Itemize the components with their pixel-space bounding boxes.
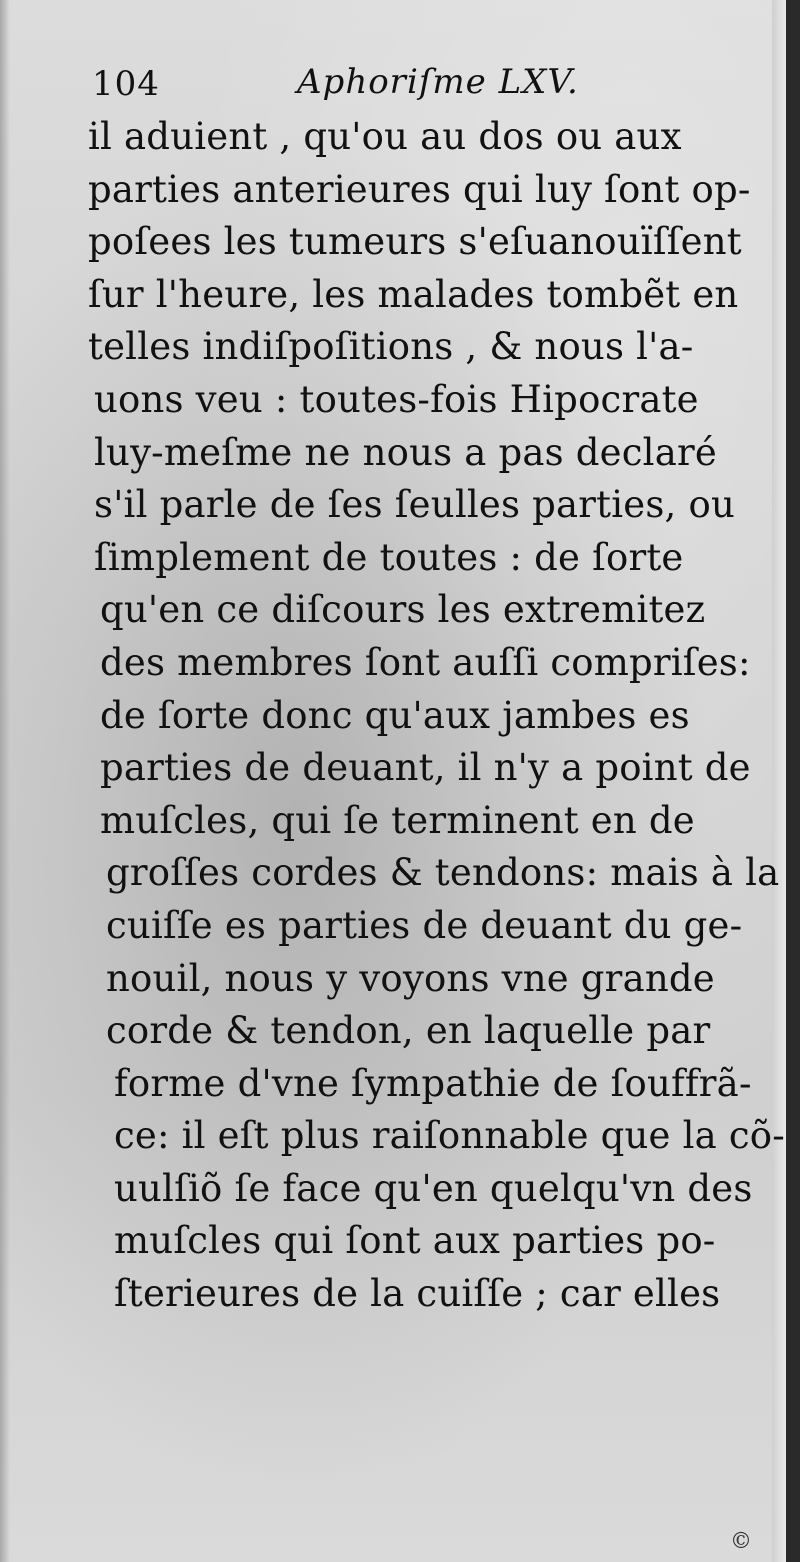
text-line: des membres ſont auſſi compriſes: xyxy=(100,640,751,684)
text-line: uulſiõ ſe face qu'en quelqu'vn des xyxy=(114,1166,753,1210)
text-line: ſur l'heure, les malades tombẽt en xyxy=(88,272,739,316)
text-line: s'il parle de ſes ſeulles parties, ou xyxy=(94,483,735,527)
text-line: muſcles, qui ſe terminent en de xyxy=(100,798,695,842)
text-line: corde & tendon, en laquelle par xyxy=(106,1009,711,1053)
text-line: ſimplement de toutes : de ſorte xyxy=(94,535,684,579)
text-line: ce: il eſt plus raiſonnable que la cõ- xyxy=(114,1114,785,1158)
text-line: luy-meſme ne nous a pas declaré xyxy=(94,430,717,474)
text-line: uons veu : toutes-fois Hipocrate xyxy=(94,377,699,421)
text-line: nouil, nous y voyons vne grande xyxy=(106,956,715,1000)
text-line: parties anterieures qui luy ſont op- xyxy=(88,167,751,211)
text-line: parties de deuant, il n'y a point de xyxy=(100,746,751,790)
corner-mark: © xyxy=(730,1529,752,1554)
text-line: telles indiſpoſitions , & nous l'a- xyxy=(88,325,694,369)
body-text xyxy=(88,111,785,1321)
text-line: forme d'vne ſympathie de ſouffrã- xyxy=(114,1061,752,1105)
text-line: qu'en ce diſcours les extremitez xyxy=(100,588,706,632)
text-line: poſees les tumeurs s'eſuanouïſſent xyxy=(88,220,742,264)
text-line: de ſorte donc qu'aux jambes es xyxy=(100,693,690,737)
text-line: groſſes cordes & tendons: mais à la xyxy=(106,851,780,895)
page-number: 104 xyxy=(92,64,160,104)
page-header xyxy=(92,58,732,108)
text-line: muſcles qui ſont aux parties po- xyxy=(114,1219,716,1263)
text-line: ſterieures de la cuiſſe ; car elles xyxy=(114,1272,721,1316)
running-title: Aphoriſme LXV. xyxy=(297,62,579,102)
page-left-edge xyxy=(0,0,10,1562)
text-line: il aduient , qu'ou au dos ou aux xyxy=(88,115,682,158)
page-right-edge xyxy=(772,0,786,1562)
text-line: cuiſſe es parties de deuant du ge- xyxy=(106,903,743,947)
